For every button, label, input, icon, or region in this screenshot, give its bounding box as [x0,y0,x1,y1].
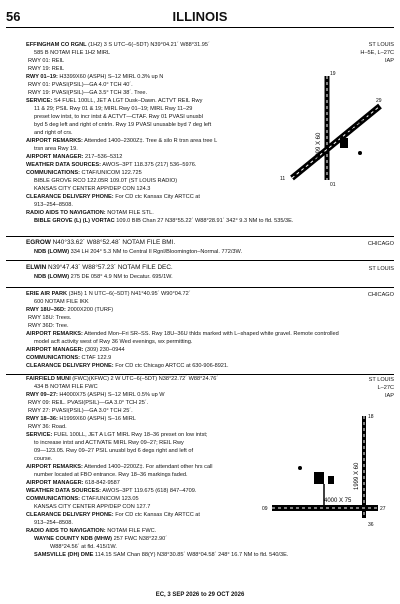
airport-header: (3H5) 1 N UTC–6(–5DT) N41°40.95´ W90°04.72´ [67,291,191,297]
airport-elevation: 600 NOTAM FILE IKK [34,299,89,305]
remarks-text: number located at FBO entrance. Rwy 18–36 markings faded. [34,472,188,478]
remarks-label: AIRPORT REMARKS: [26,138,83,144]
iap-label: IAP [384,393,394,399]
effingham-airport-diagram [272,68,390,188]
page-header [6,0,394,26]
clearance-text: For CD ctc Kansas City ARTCC at [113,512,200,518]
vortac-label: BIBLE GROVE (L) (L) VORTAC [34,218,115,224]
region-label: ST LOUIS [368,377,394,383]
chart-codes: L–27C [377,385,394,391]
runway-label: RWY 18–36: [26,416,58,422]
runway-info: H4000X75 (ASPH) S–12 MIRL 0.5% up W [57,392,165,398]
manager-phone: 618-842-9587 [83,480,120,486]
service-text: 09—123.05. Rwy 09–27 PSIL unusbl byd 6 degs right and left of [34,448,194,454]
rwy-number: 29 [376,98,382,104]
service-text: FUEL 100LL, JET A LGT MIRL Rwy 18–36 preset on low intst; [52,432,208,438]
weather-text: AWOS–3PT 118.375 (217) 536–5976. [101,162,197,168]
runway-info: H1999X60 (ASPH) S–16 MIRL [57,416,136,422]
navaids-text: NOTAM FILE FWC. [105,528,157,534]
manager-label: AIRPORT MANAGER: [26,480,84,486]
remarks-text: model acft activity west of Rwy 36 Wed evenings, wx permitting. [34,339,193,345]
manager-label: AIRPORT MANAGER: [26,347,84,353]
remarks-text: Attended Mon–Fri SR–SS. Rwy 18U–36U thlds marked with L–shaped white gravel. Remote controlled [82,331,339,337]
vortac-text: 109.0 BIB Chan 27 N38°55.22´ W88°28.91´ 342° 9.3 NM to fld. 535/3E. [114,218,294,224]
comms-label: COMMUNICATIONS: [26,170,80,176]
service-text: preset low intst, to incr intst & ACTVT—CTAF. Rwy 01 PVASI unusbl [34,114,203,120]
manager-phone: (309) 230–0944 [83,347,125,353]
dme-text: 114.15 SAM Chan 88(Y) N38°30.85´ W88°04.58´ 248° 16.7 NM to fld. 540/3E. [93,552,289,558]
runway-end-info: RWY 27: PVASI(PSIL)—GA 3.0° TCH 25´. [28,408,133,414]
runway-end-info: RWY 19: PVASI(PSIL)—GA 3.5° TCH 38´. Tree. [28,90,148,96]
section-divider [6,260,394,261]
clearance-text: For CD ctc Chicago ARTCC at 630-906-8921. [113,363,229,369]
airport-elevation: 434 B NOTAM FILE FWC [34,384,98,390]
airport-name: EFFINGHAM CO RGNL [26,42,87,48]
manager-label: AIRPORT MANAGER: [26,154,84,160]
clearance-label: CLEARANCE DELIVERY PHONE: [26,194,114,200]
rwy-number: 01 [330,182,336,188]
region-label: ST LOUIS [368,266,394,272]
remarks-label: AIRPORT REMARKS: [26,464,83,470]
service-text: S4 FUEL 100LL, JET A LGT Dusk–Dawn. ACTVT REIL Rwy [52,98,203,104]
runway-end-info: RWY 36D: Tree. [28,323,69,329]
service-text: to increase intst and ACTIVATE MIRL Rwy 09–27; REIL Rwy [34,440,184,446]
runway-end-info: RWY 36: Road. [28,424,67,430]
fairfield-airport-diagram [262,410,392,535]
weather-label: WEATHER DATA SOURCES: [26,488,101,494]
comms-text: CTAF 122.9 [79,355,112,361]
clearance-label: CLEARANCE DELIVERY PHONE: [26,363,114,369]
comms-label: COMMUNICATIONS: [26,355,80,361]
rco-info: BIBLE GROVE RCO 122.05R 109.0T (ST LOUIS RADIO) [34,178,178,184]
ndb-text: 334 LH 204° 5.3 NM to Central Il Rgnl/Bloomington–Normal. 772/3W. [69,249,243,255]
clearance-label: CLEARANCE DELIVERY PHONE: [26,512,114,518]
airport-elevation: 585 B NOTAM FILE 1H2 MIRL [34,50,111,56]
rwy-number: 11 [280,176,286,182]
remarks-label: AIRPORT REMARKS: [26,331,83,337]
rwy-dims: 6000 X 100 [343,113,372,138]
rwy-dims: 3399 X 60 [316,132,322,160]
fix-name: EGROW [26,239,51,246]
airport-header: (1H2) 3 S UTC–6(–5DT) N39°04.21´ W88°31.95´ [88,42,210,48]
page-number: 56 [6,9,21,24]
service-text: and right of crs. [34,130,73,136]
state-title: ILLINOIS [172,9,228,24]
fix-position: N40°33.62´ W88°52.48´ NOTAM FILE BMI. [50,239,176,246]
rwy-number: 18 [368,414,374,420]
fix-name: ELWIN [26,264,47,271]
service-text: course. [34,456,53,462]
rwy-lights: RWY 01: REIL [28,58,65,64]
section-divider [6,287,394,288]
ndb-text: W88°24.56´ at fld. 415/1W. [50,544,117,550]
service-text: 11 & 29; PSIL Rwy 01 & 19; MIRL Rwy 01–19; MIRL Rwy 11–29 [34,106,193,112]
runway-end-info: RWY 01: PVASI(PSIL)—GA 4.0° TCH 40´. [28,82,133,88]
dme-label: SAMSVILLE (DH) DME [34,552,94,558]
navaids-label: RADIO AIDS TO NAVIGATION: [26,210,106,216]
weather-label: WEATHER DATA SOURCES: [26,162,101,168]
navaids-label: RADIO AIDS TO NAVIGATION: [26,528,106,534]
airport-name: FAIRFIELD MUNI [26,376,71,382]
runway-label: RWY 01–19: [26,74,58,80]
manager-phone: 217–536–5312 [83,154,123,160]
rwy-dims: 1999 X 60 [354,462,360,490]
effective-dates-footer: EC, 3 SEP 2026 to 29 OCT 2026 [155,592,245,598]
header-rule [6,27,394,28]
runway-info: H3399X60 (ASPH) S–12 MIRL 0.3% up N [57,74,164,80]
service-text: byd 5 deg left and right of cntrln. Rwy 19 PVASI unusable byd 7 deg left [34,122,212,128]
rwy-dims: 4000 X 75 [324,498,352,504]
runway-info: 2000X200 (TURF) [65,307,114,313]
region-label: CHICAGO [367,292,394,298]
remarks-text: trsn area Rwy 19. [34,146,78,152]
rwy-number: 36 [368,522,374,528]
comms-text: CTAF/UNICOM 123.05 [79,496,139,502]
region-label: CHICAGO [367,241,394,247]
comms-text: CTAF/UNICOM 122.725 [79,170,142,176]
rwy-number: 27 [380,506,386,512]
runway-label: RWY 09–27: [26,392,58,398]
fix-position: N39°47.43´ W88°57.23´ NOTAM FILE DEC. [46,264,173,271]
chart-codes: H–5E, L–27C [360,50,394,56]
service-label: SERVICE: [26,98,53,104]
center-info: KANSAS CITY CENTER APP/DEP CON 127.7 [34,504,151,510]
airport-name: ERIE AIR PARK [26,291,68,297]
service-label: SERVICE: [26,432,53,438]
region-label: ST LOUIS [368,42,394,48]
clearance-text: 913–254–8508. [34,202,73,208]
ndb-text: 275 DE 058° 4.9 NM to Decatur. 695/1W. [69,274,173,280]
airport-header: (FWC)(KFWC) 2 W UTC–6(–5DT) N38°22.72´ W88°24.76´ [70,376,219,382]
section-divider [6,236,394,237]
section-divider [6,374,394,375]
runway-label: RWY 18U–36D: [26,307,66,313]
weather-text: AWOS–3PT 119.675 (618) 847–4709. [101,488,197,494]
runway-end-info: RWY 09: REIL. PVASI(PSIL)—GA 3.0° TCH 25´. [28,400,149,406]
rwy-lights: RWY 19: REIL [28,66,65,72]
remarks-text: Attended 1400–2200Z‡. For attendant other hrs call [82,464,213,470]
rwy-number: 19 [330,71,336,77]
runway-end-info: RWY 18U: Trees. [28,315,72,321]
ndb-label: NDB (LOMW) [34,249,70,255]
iap-label: IAP [384,58,394,64]
ndb-label: WAYNE COUNTY NDB (MHW) [34,536,113,542]
remarks-text: Attended 1400–2300Z‡. Tree & silo R trsn area tree L [82,138,218,144]
ndb-text: 257 FWC N38°22.90´ [112,536,168,542]
clearance-text: 913–254–8508. [34,520,73,526]
ndb-label: NDB (LOMW) [34,274,70,280]
comms-label: COMMUNICATIONS: [26,496,80,502]
clearance-text: For CD ctc Kansas City ARTCC at [113,194,200,200]
rwy-number: 09 [262,506,268,512]
navaids-text: NOTAM FILE STL. [105,210,154,216]
center-info: KANSAS CITY CENTER APP/DEP CON 124.3 [34,186,151,192]
